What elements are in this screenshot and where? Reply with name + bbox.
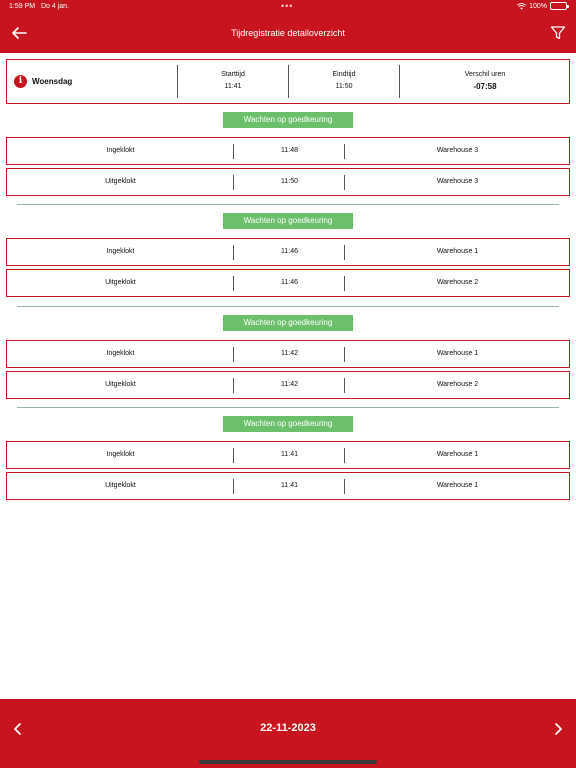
wifi-icon <box>517 3 526 10</box>
entry-time: 11:41 <box>281 482 298 489</box>
table-row[interactable] <box>6 371 570 399</box>
status-badge: Wachten op goedkeuring <box>223 315 353 331</box>
hours-difference-value: -07:58 <box>473 82 497 91</box>
battery-percent: 100% <box>529 2 547 10</box>
entry-time: 11:42 <box>281 350 298 357</box>
info-icon[interactable]: i <box>14 75 27 88</box>
table-row[interactable] <box>6 238 570 266</box>
date-navigation-bar <box>0 699 576 768</box>
status-bar <box>0 0 576 14</box>
multitask-dots-icon[interactable]: ••• <box>281 1 294 11</box>
entry-type: Ingeklokt <box>106 451 135 458</box>
battery-icon <box>550 2 567 10</box>
entry-location: Warehouse 3 <box>436 178 479 185</box>
entry-type: Ingeklokt <box>106 350 135 357</box>
end-time-label: Eindtijd <box>332 71 356 78</box>
entry-location: Warehouse 2 <box>436 279 479 286</box>
chevron-right-icon[interactable] <box>552 722 564 736</box>
status-badge: Wachten op goedkeuring <box>223 112 353 128</box>
entry-location: Warehouse 1 <box>436 248 479 255</box>
status-badge: Wachten op goedkeuring <box>223 416 353 432</box>
status-date: Do 4 jan. <box>41 3 70 10</box>
registration-group <box>0 315 576 405</box>
entry-time: 11:46 <box>281 279 298 286</box>
entry-location: Warehouse 1 <box>436 451 479 458</box>
registration-group <box>0 213 576 303</box>
entry-location: Warehouse 3 <box>436 147 479 154</box>
status-right <box>517 2 567 10</box>
entry-time: 11:42 <box>281 381 298 388</box>
day-name: Woensdag <box>32 77 73 86</box>
table-row[interactable] <box>6 269 570 297</box>
group-separator <box>17 306 559 307</box>
table-row[interactable] <box>6 441 570 469</box>
day-summary-card <box>6 59 570 104</box>
page-title: Tijdregistratie detailoverzicht <box>231 28 345 38</box>
entry-type: Uitgeklokt <box>105 279 136 286</box>
entry-type: Uitgeklokt <box>105 482 136 489</box>
table-row[interactable] <box>6 340 570 368</box>
entry-time: 11:50 <box>281 178 298 185</box>
start-time-column <box>178 60 288 103</box>
start-time-value: 11:41 <box>224 83 242 90</box>
status-time: 1:59 PM <box>9 3 36 10</box>
hours-difference-label: Verschil uren <box>464 71 506 78</box>
start-time-label: Starttijd <box>221 71 245 78</box>
entry-location: Warehouse 2 <box>436 381 479 388</box>
entry-location: Warehouse 1 <box>436 350 479 357</box>
entry-type: Uitgeklokt <box>105 178 136 185</box>
entry-time: 11:46 <box>281 248 298 255</box>
entry-time: 11:41 <box>281 451 298 458</box>
entry-type: Ingeklokt <box>106 248 135 255</box>
hours-difference-column <box>400 60 570 103</box>
app-header <box>0 0 576 53</box>
table-row[interactable] <box>6 472 570 500</box>
table-row[interactable] <box>6 168 570 196</box>
filter-icon[interactable] <box>550 25 566 41</box>
current-date[interactable]: 22-11-2023 <box>260 722 316 734</box>
status-badge: Wachten op goedkeuring <box>223 213 353 229</box>
entry-type: Ingeklokt <box>106 147 135 154</box>
registration-group <box>0 416 576 506</box>
entry-type: Uitgeklokt <box>105 381 136 388</box>
entry-time: 11:48 <box>281 147 298 154</box>
group-separator <box>17 204 559 205</box>
registration-group <box>0 112 576 202</box>
group-separator <box>17 407 559 408</box>
end-time-value: 11:50 <box>335 83 353 90</box>
entry-location: Warehouse 1 <box>436 482 479 489</box>
home-indicator[interactable] <box>199 760 377 764</box>
end-time-column <box>289 60 399 103</box>
table-row[interactable] <box>6 137 570 165</box>
